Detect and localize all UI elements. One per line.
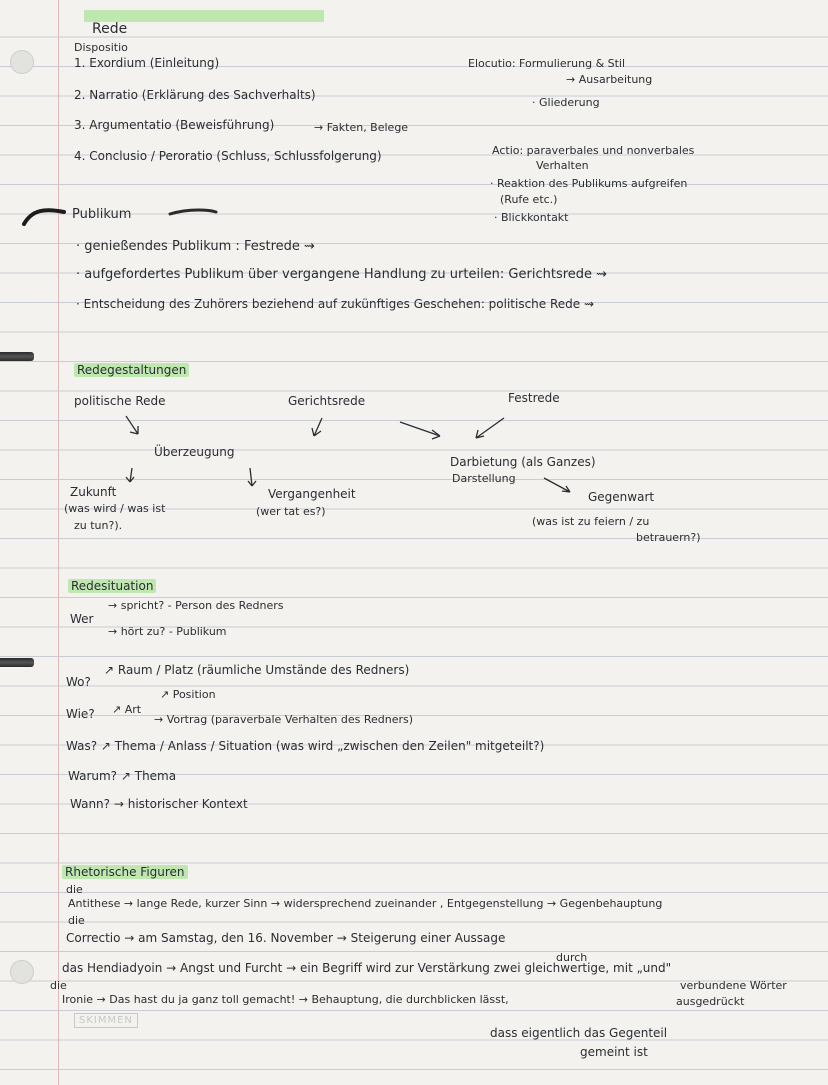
redesituation-heading — [68, 580, 156, 592]
article-die: die — [50, 979, 67, 992]
dispositio-item-4: 4. Conclusio / Peroratio (Schluss, Schlussfolgerung) — [74, 149, 382, 163]
binder-clip — [0, 352, 34, 361]
wie-vortrag: → Vortrag (paraverbale Verhalten des Redners) — [154, 713, 414, 726]
publikum-heading: Publikum — [72, 207, 132, 222]
article-die: die — [66, 883, 83, 896]
figuren-heading — [62, 866, 188, 878]
faded-stamp: SKIMMEN — [74, 1013, 138, 1028]
elocutio-sub-2: · Gliederung — [532, 96, 600, 109]
festrede-label: Festrede — [508, 391, 560, 405]
redegestaltungen-arrows — [110, 410, 530, 450]
dispositio-item-2: 2. Narratio (Erklärung des Sachverhalts) — [74, 88, 316, 102]
figur-antithese: Antithese → lange Rede, kurzer Sinn → widersprechend zueinander , Entgegenstellung → Gegenbehauptung — [68, 897, 663, 910]
figur-ironie: Ironie → Das hast du ja ganz toll gemacht! → Behauptung, die durchblicken lässt, — [62, 993, 509, 1006]
margin-line — [58, 0, 59, 1085]
publikum-item-3: · Entscheidung des Zuhörers beziehend auf zukünftiges Geschehen: politische Rede ⇝ — [76, 297, 595, 311]
ironie-cont-2: gemeint ist — [580, 1045, 648, 1059]
was-line: Was? ↗ Thema / Anlass / Situation (was wird „zwischen den Zeilen" mitgeteilt?) — [66, 739, 545, 753]
publikum-item-2: · aufgefordertes Publikum über vergangene Handlung zu urteilen: Gerichtsrede ⇝ — [76, 267, 608, 282]
punch-hole — [10, 960, 34, 984]
zukunft-label: Zukunft — [70, 485, 117, 499]
actio-cont: Verhalten — [536, 159, 589, 172]
ueberzeugung-label: Überzeugung — [154, 445, 235, 459]
figuren-heading-text: Rhetorische Figuren — [62, 865, 188, 879]
dispositio-item-3: 3. Argumentatio (Beweisführung) — [74, 118, 275, 132]
darstellung-label: Darstellung — [452, 472, 516, 485]
wie-label: Wie? — [66, 707, 95, 721]
gegenwart-label: Gegenwart — [588, 490, 655, 504]
vergangenheit-question: (wer tat es?) — [256, 505, 326, 518]
dispositio-label: Dispositio — [74, 41, 128, 54]
hendiadyoin-cont-2: ausgedrückt — [676, 995, 745, 1008]
dispositio-item-1: 1. Exordium (Einleitung) — [74, 56, 220, 70]
wer-hoert: → hört zu? - Publikum — [108, 625, 227, 638]
redegestaltungen-heading-text: Redegestaltungen — [74, 363, 189, 377]
zukunft-question-2: zu tun?). — [74, 519, 123, 532]
actio-bullet-2: · Blickkontakt — [494, 211, 569, 224]
actio-bullet-1-cont: (Rufe etc.) — [500, 193, 558, 206]
darbietung-label: Darbietung (als Ganzes) — [450, 455, 596, 469]
redesituation-heading-text: Redesituation — [68, 579, 156, 593]
warum-line: Warum? ↗ Thema — [68, 769, 177, 783]
redegestaltungen-heading — [74, 364, 189, 376]
wie-art: ↗ Art — [112, 703, 142, 716]
wie-position: ↗ Position — [160, 688, 216, 701]
dispositio-item-3-note: → Fakten, Belege — [314, 121, 409, 134]
hendiadyoin-cont-1: verbundene Wörter — [680, 979, 787, 992]
note-durch: durch — [556, 951, 588, 964]
actio-bullet-1: · Reaktion des Publikums aufgreifen — [490, 177, 688, 190]
figur-correctio: Correctio → am Samstag, den 16. November → Steigerung einer Aussage — [66, 931, 506, 945]
ironie-cont-1: dass eigentlich das Gegenteil — [490, 1026, 668, 1040]
figur-hendiadyoin: das Hendiadyoin → Angst und Furcht → ein Begriff wird zur Verstärkung zwei gleichwertige, mit „und" — [62, 961, 672, 975]
redegestaltungen-arrows-2 — [100, 464, 620, 506]
section-title-rede: Rede — [92, 21, 128, 37]
wo-label: Wo? — [66, 675, 91, 689]
vergangenheit-label: Vergangenheit — [268, 487, 356, 501]
elocutio-line: Elocutio: Formulierung & Stil — [468, 57, 626, 70]
article-die: die — [68, 914, 85, 927]
publikum-item-1: · genießendes Publikum : Festrede ⇝ — [76, 239, 315, 254]
binder-clip — [0, 658, 34, 667]
wo-detail: ↗ Raum / Platz (räumliche Umstände des Redners) — [104, 663, 410, 677]
wer-label: Wer — [70, 612, 94, 626]
punch-hole — [10, 50, 34, 74]
wer-spricht: → spricht? - Person des Redners — [108, 599, 284, 612]
gegenwart-question-2: betrauern?) — [636, 531, 701, 544]
zukunft-question-1: (was wird / was ist — [64, 502, 166, 515]
gegenwart-question-1: (was ist zu feiern / zu — [532, 515, 650, 528]
actio-line: Actio: paraverbales und nonverbales — [492, 144, 695, 157]
gerichtsrede-label: Gerichtsrede — [288, 394, 366, 408]
politische-rede-label: politische Rede — [74, 394, 166, 408]
wann-line: Wann? → historischer Kontext — [70, 797, 248, 811]
elocutio-sub-1: → Ausarbeitung — [566, 73, 653, 86]
